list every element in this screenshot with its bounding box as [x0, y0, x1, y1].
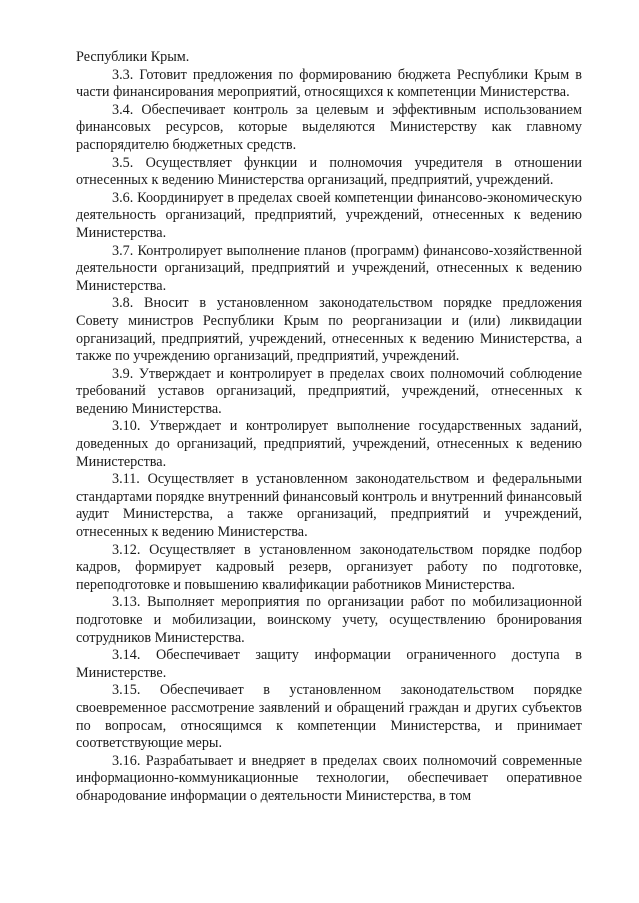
paragraph-3-11: 3.11. Осуществляет в установленном законодательством и федеральными стандартами порядке внутренний финансовый контроль и внутренний финансовый аудит Министерства, а также организаций, предприятий и учреждений, отнесенных к ведению Министерства.: [76, 471, 582, 541]
paragraph-3-8: 3.8. Вносит в установленном законодательством порядке предложения Совету министров Республики Крым по реорганизации и (или) ликвидации организаций, предприятий, учреждений, отнесенных к ведению Министерства, а также по учреждению организаций, предприятий, учреждений.: [76, 295, 582, 365]
paragraph-3-5: 3.5. Осуществляет функции и полномочия учредителя в отношении отнесенных к ведению Министерства организаций, предприятий, учреждений.: [76, 154, 582, 189]
paragraph-3-7: 3.7. Контролирует выполнение планов (программ) финансово-хозяйственной деятельности организаций, предприятий и учреждений, отнесенных к ведению Министерства.: [76, 242, 582, 294]
paragraph-3-3: 3.3. Готовит предложения по формированию бюджета Республики Крым в части финансирования мероприятий, относящихся к компетенции Министерства.: [76, 66, 582, 101]
paragraph-3-13: 3.13. Выполняет мероприятия по организации работ по мобилизационной подготовке и мобилизации, воинскому учету, осуществлению бронирования сотрудников Министерства.: [76, 594, 582, 646]
paragraph-3-4: 3.4. Обеспечивает контроль за целевым и эффективным использованием финансовых ресурсов, которые выделяются Министерству как главному распорядителю бюджетных средств.: [76, 101, 582, 153]
paragraph-3-9: 3.9. Утверждает и контролирует в пределах своих полномочий соблюдение требований уставов организаций, предприятий, учреждений, отнесенных к ведению Министерства.: [76, 365, 582, 417]
paragraph-3-16: 3.16. Разрабатывает и внедряет в пределах своих полномочий современные информационно-коммуникационные технологии, обеспечивает оперативное обнародование информации о деятельности Министерства, в том: [76, 752, 582, 804]
paragraph-3-12: 3.12. Осуществляет в установленном законодательством порядке подбор кадров, формирует кадровый резерв, организует работу по подготовке, переподготовке и повышению квалификации работников Министерства.: [76, 541, 582, 593]
paragraph-3-10: 3.10. Утверждает и контролирует выполнение государственных заданий, доведенных до организаций, предприятий, учреждений, отнесенных к ведению Министерства.: [76, 418, 582, 470]
paragraph-3-14: 3.14. Обеспечивает защиту информации ограниченного доступа в Министерстве.: [76, 647, 582, 681]
paragraph-3-15: 3.15. Обеспечивает в установленном законодательством порядке своевременное рассмотрение заявлений и обращений граждан и других субъектов по вопросам, относящимся к компетенции Министерства, и принимает соответствующие меры.: [76, 682, 582, 752]
continuation-text: Республики Крым.: [76, 49, 190, 65]
paragraph-3-6: 3.6. Координирует в пределах своей компетенции финансово-экономическую деятельность организаций, предприятий, учреждений, отнесенных к ведению Министерства.: [76, 189, 582, 241]
